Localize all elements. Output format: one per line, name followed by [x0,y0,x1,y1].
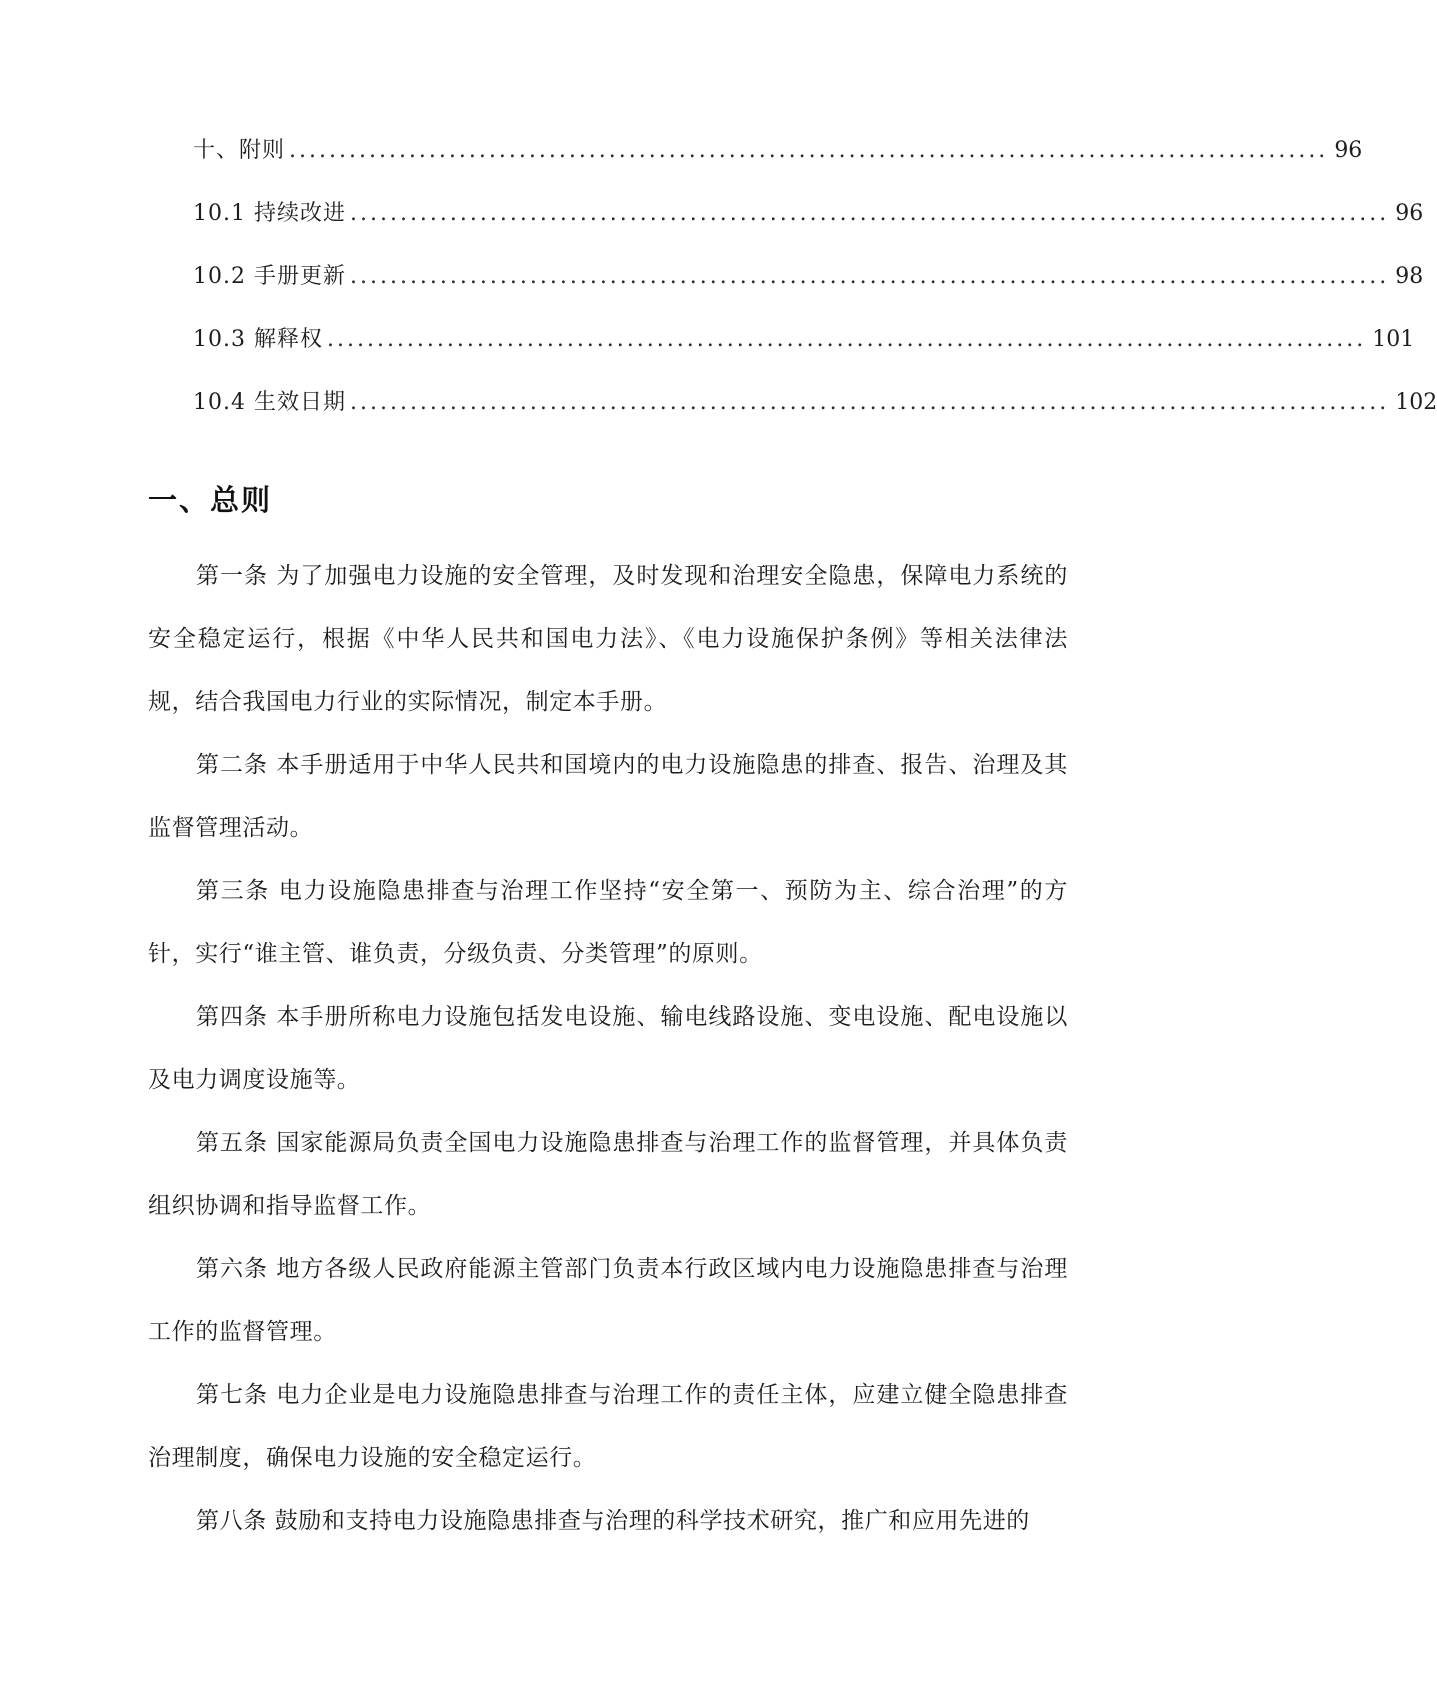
article-paragraph: 第二条 本手册适用于中华人民共和国境内的电力设施隐患的排查、报告、治理及其监督管理活动。 [148,752,1068,841]
article-paragraph: 第一条 为了加强电力设施的安全管理，及时发现和治理安全隐患，保障电力系统的安全稳定运行，根据《中华人民共和国电力法》、《电力设施保护条例》等相关法律法规，结合我国电力行业的实际情况，制定本手册。 [148,563,1068,715]
article-paragraph: 第七条 电力企业是电力设施隐患排查与治理工作的责任主体，应建立健全隐患排查治理制度，确保电力设施的安全稳定运行。 [148,1382,1068,1471]
toc-entry-label: 10.2 手册更新 [193,264,346,289]
toc-dot-leader: ........................................................................................................ [349,201,1390,226]
toc-page-number: 96 [1334,138,1363,163]
toc-dot-leader: ........................................................................................................ [326,327,1367,352]
toc-dot-leader: ........................................................................................................ [349,264,1390,289]
toc-entry-label: 10.4 生效日期 [193,390,346,415]
toc-page-number: 96 [1395,201,1424,226]
article-paragraph: 第六条 地方各级人民政府能源主管部门负责本行政区域内电力设施隐患排查与治理工作的监督管理。 [148,1256,1068,1345]
toc-entry[interactable] [193,387,1437,450]
toc-entry[interactable] [193,198,1424,261]
article-paragraph: 第八条 鼓励和支持电力设施隐患排查与治理的科学技术研究，推广和应用先进的 [196,1508,1030,1534]
section-heading: 一、总则 [148,483,273,517]
toc-entry[interactable] [193,324,1415,387]
toc-entry-label: 十、附则 [193,138,286,163]
toc-dot-leader: ........................................................................................................ [289,138,1329,163]
toc-entry[interactable] [193,261,1424,324]
toc-dot-leader: ........................................................................................................ [349,390,1390,415]
toc-page-number: 102 [1395,390,1437,415]
article-paragraph: 第五条 国家能源局负责全国电力设施隐患排查与治理工作的监督管理，并具体负责组织协调和指导监督工作。 [148,1130,1068,1219]
toc-entry-label: 10.1 持续改进 [193,201,346,226]
article-paragraph: 第四条 本手册所称电力设施包括发电设施、输电线路设施、变电设施、配电设施以及电力调度设施等。 [148,1004,1068,1093]
toc-entry-label: 10.3 解释权 [193,327,323,352]
toc-page-number: 101 [1372,327,1415,352]
toc-page-number: 98 [1395,264,1424,289]
table-of-contents [193,135,1437,450]
section-body [148,545,1068,1553]
toc-entry[interactable] [193,135,1363,198]
article-paragraph: 第三条 电力设施隐患排查与治理工作坚持“安全第一、预防为主、综合治理”的方针，实行“谁主管、谁负责，分级负责、分类管理”的原则。 [148,878,1068,967]
